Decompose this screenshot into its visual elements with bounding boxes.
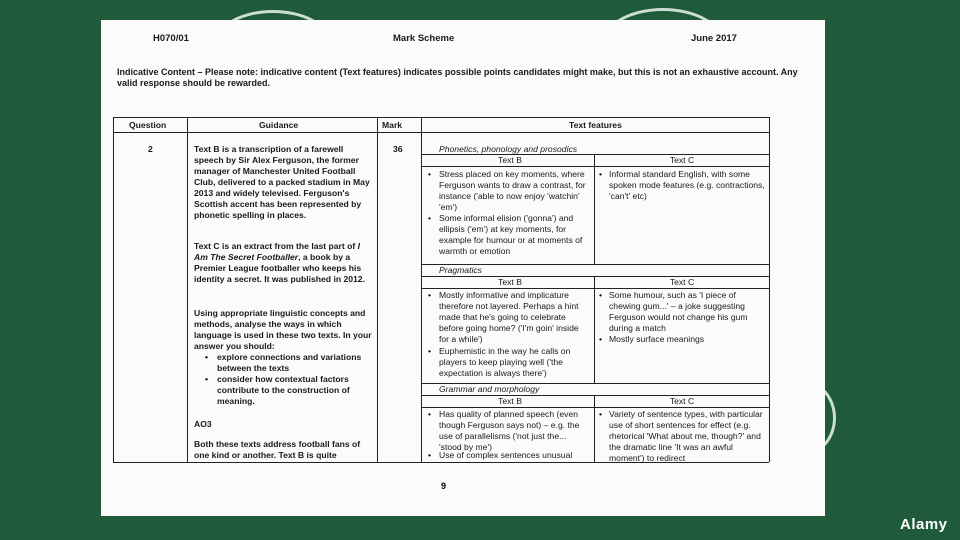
mark-scheme-page [101, 20, 825, 516]
col-divider [421, 117, 422, 462]
section-border [421, 166, 769, 167]
col-header-guidance: Guidance [259, 120, 299, 130]
bullet-dot: • [428, 290, 432, 300]
col-text-c: Text C [669, 155, 695, 165]
col-divider [377, 117, 378, 462]
guidance-paragraph: Using appropriate linguistic concepts and methods, analyse the ways in which language is used in these two texts. In your answer you should: [194, 308, 372, 351]
header-title: Mark Scheme [393, 33, 455, 44]
guidance-bullet: consider how contextual factors contribute to the construction of meaning. [217, 374, 350, 406]
bullet-dot: • [599, 409, 603, 419]
guidance-paragraph: Both these texts address football fans of one kind or another. Text B is quite [194, 439, 361, 460]
guidance-paragraph: Text B is a transcription of a farewell speech by Sir Alex Ferguson, the former manager of Manchester United Football Club, delivered to a packed stadium in May 2013 and widely televised. Ferguson's Scottish accent has been represented by phonetic spelling in places. [194, 144, 370, 220]
feature-item: Mostly surface meanings [609, 334, 705, 344]
bullet-dot: • [205, 374, 209, 384]
page-number: 9 [441, 481, 447, 491]
assessment-objective: AO3 [194, 419, 212, 429]
watermark-logo: Alamy [900, 516, 948, 533]
section-divider [594, 154, 595, 264]
col-divider [769, 117, 770, 462]
col-text-b: Text B [498, 155, 522, 165]
bullet-dot: • [428, 450, 432, 460]
mark-value: 36 [393, 144, 403, 154]
feature-item: Some informal elision ('gonna') and ellipsis ('em') at key moments, for example for humour or at moments of warmth or emotion [439, 213, 583, 256]
col-text-c: Text C [669, 277, 695, 287]
header-date: June 2017 [691, 33, 737, 44]
feature-item: Some humour, such as 'I piece of chewing gum...' – a joke suggesting Ferguson would not change his gum during a match [609, 290, 748, 333]
section-border [421, 288, 769, 289]
col-text-c: Text C [669, 396, 695, 406]
section-title: Pragmatics [439, 265, 482, 275]
col-header-features: Text features [569, 120, 622, 130]
feature-item: Mostly informative and implicature therefore not layered. Perhaps a hint made that he's going to celebrate before going home? ('I'm goin' inside for a while') [439, 290, 579, 344]
bullet-dot: • [599, 290, 603, 300]
section-title: Phonetics, phonology and prosodics [439, 144, 578, 154]
section-divider [594, 276, 595, 383]
col-header-question: Question [129, 120, 167, 130]
bullet-dot: • [428, 346, 432, 356]
feature-item: Euphemistic in the way he calls on players to keep playing well ('the expectation is always there') [439, 346, 571, 378]
bullet-dot: • [428, 169, 432, 179]
table-header-border [113, 132, 769, 133]
feature-item: Stress placed on key moments, where Ferguson wants to draw a contrast, for instance ('able to now enjoy 'watchin' 'em') [439, 169, 586, 212]
bullet-dot: • [205, 352, 209, 362]
book-title: I Am The Secret Footballer [194, 241, 361, 262]
guidance-paragraph: Text C is an extract from the last part of I Am The Secret Footballer, a book by a Premier League footballer who keeps his identity a secret. It was published in 2012. [194, 241, 365, 284]
section-border [421, 407, 769, 408]
question-number: 2 [148, 144, 153, 154]
table-top-border [113, 117, 769, 118]
intro-text: Indicative Content – Please note: indicative content (Text features) indicates possible points candidates might make, but this is not an exhaustive account. Any valid response should be rewarded. [117, 67, 798, 88]
col-divider [113, 117, 114, 462]
section-divider [594, 395, 595, 462]
col-header-mark: Mark [382, 120, 403, 130]
section-title: Grammar and morphology [439, 384, 540, 394]
bullet-dot: • [599, 169, 603, 179]
feature-item: Variety of sentence types, with particular use of short sentences for effect (e.g. rhetorical 'What about me, though?' and the dramatic line 'It was an awful moment') to redirect [609, 409, 763, 462]
col-text-b: Text B [498, 277, 522, 287]
col-divider [187, 117, 188, 462]
guidance-bullet: explore connections and variations between the texts [217, 352, 362, 373]
bullet-dot: • [428, 409, 432, 419]
header-code: H070/01 [153, 33, 189, 44]
feature-item: Informal standard English, with some spoken mode features (e.g. contractions, 'can't' etc) [609, 169, 765, 201]
feature-item: Use of complex sentences unusual [439, 450, 573, 460]
col-text-b: Text B [498, 396, 522, 406]
bullet-dot: • [599, 334, 603, 344]
table-bottom-border [113, 462, 769, 463]
bullet-dot: • [428, 213, 432, 223]
feature-item: Has quality of planned speech (even though Ferguson says not) – e.g. the use of parallelisms ('not just the... 'stood by me') [439, 409, 580, 452]
